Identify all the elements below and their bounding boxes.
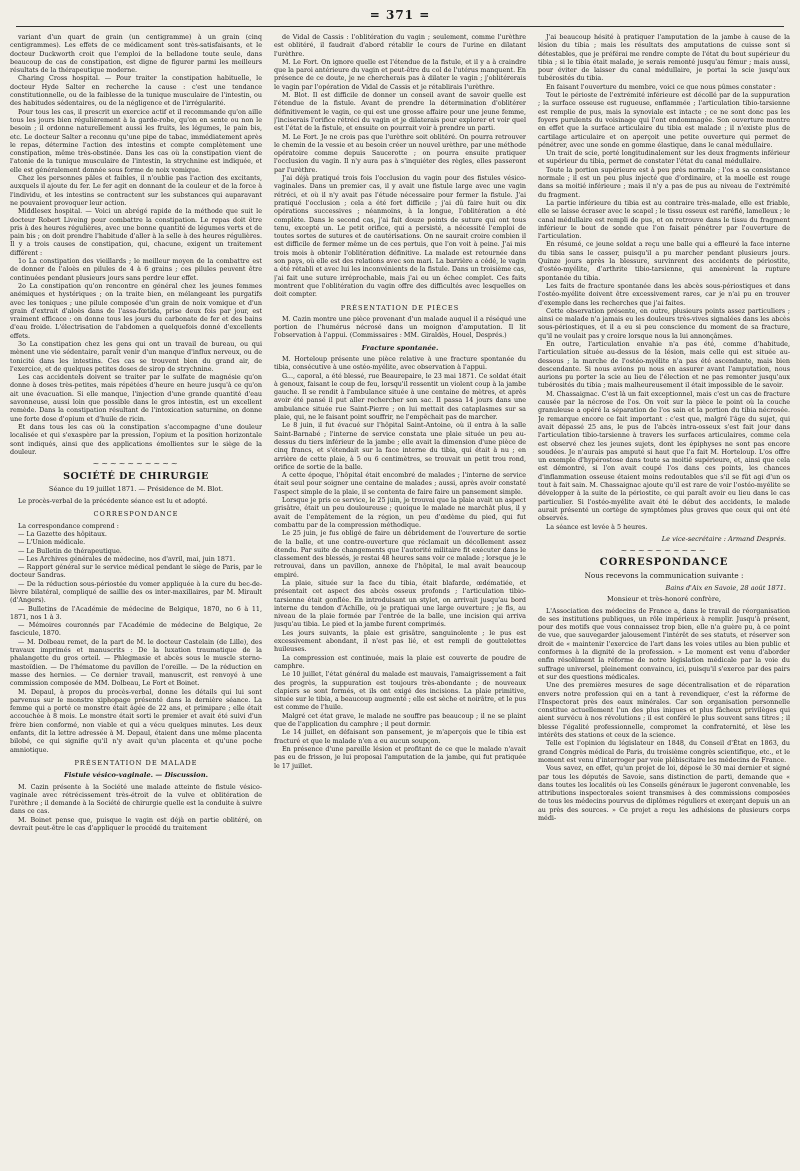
paragraph: M. Blot. Il est difficile de donner un conseil avant de savoir quelle est l'étendue de la fistule. Avant de prendre la détermination d'oblitérer définitivement le vagin, ce qui est une grosse affaire pour une jeune femme, j'inciserais l'orifice rétréci du vagin et je dilaterais pour explorer et voir quel est l'état de la fistule, et ensuite on pourrait voir à prendre un parti. (274, 91, 526, 133)
column-3 (538, 33, 790, 1163)
paragraph: La séance est levée à 5 heures. (546, 522, 648, 531)
ornament-divider: ~~~~~~~~~~ (620, 546, 708, 556)
paragraph: J'ai beaucoup hésité à pratiquer l'amputation de la jambe à cause de la lésion du tibia ; mais les résultats des amputations de cuisse sont si détestables, que je préférai me rendre compte de l'état du bout supérieur du tibia ; si le tibia était malade, je serais remonté jusqu'au fémur ; mais aussi, pour éviter de laisser du canal médullaire, je portai la scie jusqu'aux tubérosités du tibia. (538, 33, 790, 83)
paragraph: En résumé, ce jeune soldat a reçu une balle qui a effleuré la face interne du tibia sans le casser, puisqu'il a pu marcher pendant plusieurs jours. Quinze jours après la blessure, survinrent des accidents de périostite, d'ostéo-myélite, d'arthrite tibio-tarsienne, qui amenèrent la rupture spontanée du tibia. (538, 240, 790, 282)
paragraph: — L'Union médicale. (18, 538, 86, 547)
paragraph: Le 14 juillet, en défaisant son pansement, je m'aperçois que le tibia est fracturé et que le malade n'en a eu aucun soupçon. (274, 728, 526, 745)
correspondence-intro: Nous recevons la communication suivante : (584, 570, 744, 580)
paragraph: Le 25 juin, je fus obligé de faire un débridement de l'ouverture de sortie de la balle, et une contre-ouverture que réclamait un décollement assez étendu. Par suite de changements que l'autorité militaire fit exécuter dans le classement des blessés, je restai 48 heures sans voir ce malade ; lorsque je le retrouvai, dans un pavillon, annexe de l'hôpital, le mal avait beaucoup empiré. (274, 529, 526, 579)
paragraph: Tout le périoste de l'extrémité inférieure est décollé par de la suppuration ; la surface osseuse est rugueuse, enflammée ; l'articulation tibio-tarsienne est remplie de pus, mais la synoviale est intacte ; ce ne sont donc pas les foyers purulents du voisinage qui l'ont endommagée. Son ouverture montre en effet que la surface articulaire du tibia est malade ; il n'existe plus de cartilage articulaire et on aperçoit une petite ouverture qui permet de pénétrer, avec une sonde en gomme élastique, dans le canal médullaire. (538, 91, 790, 149)
paragraph: Cette observation présente, en outre, plusieurs points assez particuliers ; ainsi ce malade n'a jamais eu les douleurs très-vives signalées dans les abcès sous-périostiques, et il a eu si peu conscience du moment de sa fracture, qu'il ne voulait pas y croire lorsque nous la lui annonçâmes. (538, 306, 790, 340)
paragraph: 1o La constipation des vieillards ; le meilleur moyen de la combattre est de donner de l'aloès en pilules de 4 à 6 grains ; ces pilules peuvent être continuées pendant plusieurs jours sans perdre leur effet. (10, 257, 262, 282)
paragraph: La plaie, située sur la face du tibia, était blafarde, œdématiée, et présentait cet aspect des abcès osseux profonds ; l'articulation tibio-tarsienne était gonflée. En introduisant un stylet, on arrivait jusqu'au bord interne du tendon d'Achille, où je pratiquai une large ouverture ; je fis, au niveau de la plaie formée par l'entrée de la balle, une incision qui arriva jusqu'au tibia. Le pied et la jambe furent comprimés. (274, 579, 526, 629)
paragraph: M. Cazin montre une pièce provenant d'un malade auquel il a réséqué une portion de l'humérus nécrosé dans un moignon d'amputation. Il lit l'observation à l'appui. (Commissaires : MM. Giraldès, Houel, Després.) (274, 314, 526, 340)
paragraph: Un trait de scie, porté longitudinalement sur les deux fragments inférieur et supérieur du tibia, permet de constater l'état du canal médullaire. (538, 149, 790, 166)
section-title-correspondence: CORRESPONDANCE (599, 557, 729, 569)
paragraph: En faisant l'ouverture du membre, voici ce que nous pûmes constater : (546, 82, 776, 91)
paragraph: Pour tous les cas, il prescrit un exercice actif et il recommande qu'on aille tous les jours bien régulièrement à la garde-robe, qu'on en sente ou non le besoin ; il ordonne naturellement aussi les fruits, les légumes, le pain bis, etc. Le docteur Salter a reconnu qu'une pipe de tabac, immédiatement après le repas, détermine l'action des intestins et compte complètement une constipation, même très-obstinée. Dans les cas où la constipation vient de l'atonie de la tunique musculaire de l'intestin, la strychnine est indiquée, et elle est généralement donnée sous forme de noix vomique. (10, 107, 262, 174)
paragraph: Le 8 juin, il fut évacué sur l'hôpital Saint-Antoine, où il entra à la salle Saint-Barnabé ; l'interne de service constata une plaie située un peu au-dessus du tiers inférieur de la jambe ; elle avait la dimension d'une pièce de cinq francs, et s'étendait sur la face interne du tibia, qui était à nu ; en arrière de cette plaie, à 5 ou 6 centimètres, se trouvait un petit trou rond, orifice de sortie de la balle. (274, 421, 526, 471)
paragraph: 3o La constipation chez les gens qui ont un travail de bureau, ou qui mènent une vie sédentaire, paraît venir d'un manque d'influx nerveux, ou de tonicité dans les intestins. Ces cas se trouvent bien du grand air, de l'exercice, et de quelques petites doses de sirop de strychnine. (10, 339, 262, 373)
signature: Le vice-secrétaire : Armand Després. (661, 534, 786, 543)
page-number: = 371 = (369, 8, 431, 22)
paragraph: M. Boinet pense que, puisque le vagin est déjà en partie oblitéré, on devrait peut-être le cas d'appliquer le procédé du traitement (10, 815, 262, 833)
letter-salutation: Monsieur et très-honoré confrère, (607, 595, 721, 604)
paragraph: Charing Cross hospital. — Pour traiter la constipation habituelle, le docteur Hyde Salter en recherche la cause : c'est une tendance constitutionnelle, ou de la faiblesse de la tunique musculaire de l'intestin, ou des habitudes sédentaires, ou de la négligence et de l'irrégularité. (10, 74, 262, 108)
paragraph: Malgré cet état grave, le malade ne souffre pas beaucoup ; il ne se plaint que de l'application du camphre ; il peut dormir. (274, 711, 526, 729)
paragraph: de Vidal de Cassis : l'oblitération du vagin ; seulement, comme l'urèthre est oblitéré, il faudrait d'abord rétablir le cours de l'urine en dilatant l'urèthre. (274, 33, 526, 58)
paragraph: Les jours suivants, la plaie est grisâtre, sanguinolente ; le pus est excessivement abondant, il n'est pas lié, et est rempli de gouttelettes huileuses. (274, 628, 526, 654)
paragraph: M. Depaul, à propos du procès-verbal, donne les détails qui lui sont parvenus sur le monstre xiphopage présenté dans la dernière séance. La femme qui a porté ce monstre était âgée de 22 ans, et primipare ; elle était accouchée à 8 mois. Le monstre était sorti le premier et avait été suivi d'un frère bien conformé, non viable et qui a vécu quelques minutes. Les deux enfants, dit la lettre adressée à M. Depaul, étaient dans une même placenta bilobé, ce qui signifie qu'il n'y avait qu'un placenta et qu'une poche amniotique. (10, 687, 262, 754)
column-2 (274, 33, 526, 1163)
paragraph: G..., caporal, a été blessé, rue Beaurepaire, le 23 mai 1871. Ce soldat était à genoux, faisant le coup de feu, lorsqu'il ressentit un violent coup à la jambe gauche. Il se rendit à l'ambulance située à une centaine de mètres, et après avoir été pansé il put aller rechercher son sac. Il passa 14 jours dans une ambulance située rue Saint-Pierre ; on lui mettait des cataplasmes sur sa plaie, qui, ne le faisant point souffrir, ne l'empêchait pas de marcher. (274, 371, 526, 422)
paragraph: Vous savez, en effet, qu'un projet de loi, déposé le 30 mai dernier et signé par tous les députés de Savoie, sans distinction de parti, demande que « dans toutes les localités où les Conseils généraux le jugeront convenable, les attributions inspectorales soient transmises à des commissions composées de tous les médecins pourvus de diplômes réguliers et exerçant depuis un an au près des sources. » Ce projet a reçu les adhésions de plusieurs corps médi- (538, 764, 790, 823)
column-1 (10, 33, 262, 1163)
paragraph: La correspondance comprend : (18, 521, 119, 530)
paragraph: — Rapport général sur le service médical pendant le siège de Paris, par le docteur Sandras. (10, 563, 262, 580)
paragraph: L'Association des médecins de France a, dans le travail de réorganisation de ses institutions publiques, un rôle impérieux à remplir. Jusqu'à présent, pour des motifs que vous connaissez trop bien, elle n'a guère pu, à ce point de vue, que sauvegarder jalousement l'intérêt de ses statuts, et réserver son droit de « maintenir l'exercice de l'art dans les voies utiles au bien public et conformes à la dignité de la profession. » Le moment est venu d'aborder enfin résolûment la réforme de notre législation médicale par la voie du suffrage universel, pleinement convaincu, ici, puisqu'il s'exerce par des pairs et sur des questions médicales. (538, 606, 790, 681)
paragraph: Les faits de fracture spontanée dans les abcès sous-périostiques et dans l'ostéo-myélite doivent être excessivement rares, car je n'ai pu en trouver d'exemple dans les recherches que j'ai faites. (538, 281, 790, 307)
paragraph: Middlesex hospital. — Voici un abrégé rapide de la méthode que suit le docteur Robert Liveing pour combattre la constipation. Le repas doit être pris à des heures régulières, avec une bonne quantité de légumes verts et de pain bis ; on doit prendre l'habitude d'aller à la selle à des heures régulières. Il y a trois causes de constipation, qui, chacune, exigent un traitement différent : (10, 207, 262, 257)
paragraph: variant d'un quart de grain (un centigramme) à un grain (cinq centigrammes). Les effets de ce médicament sont très-satisfaisants, et le docteur Duckworth croit que l'emploi de la belladone toute seule, dans beaucoup de cas de constipation, est digne de figurer parmi les meilleurs résultats de la thérapeutique moderne. (10, 33, 262, 75)
paragraph: — Mémoires couronnés par l'Académie de médecine de Belgique, 2e fascicule, 1870. (10, 621, 262, 638)
paragraph: M. Cazin présente à la Société une malade atteinte de fistule vésico-vaginale avec rétrécissement très-étroit de la vulve et oblitération de l'urèthre ; il demande à la Société de chirurgie quelle est la conduite à suivre dans ce cas. (10, 782, 262, 816)
subheading-fistula: Fistule vésico-vaginale. — Discussion. (63, 771, 209, 780)
paragraph: En présence d'une pareille lésion et profitant de ce que le malade n'avait pas eu de frisson, je lui proposai l'amputation de la jambe, qui fut pratiquée le 17 juillet. (274, 744, 526, 770)
paragraph: M. Le Fort. On ignore quelle est l'étendue de la fistule, et il y a à craindre que la paroi antérieure du vagin et peut-être du col de l'utérus manquent. En présence de ce doute, je ne chercherais pas à dilater le vagin ; j'oblitérerais le vagin par l'opération de Vidal de Cassis et je rétablirais l'urèthre. (274, 57, 526, 91)
paragraph: 2o La constipation qu'on rencontre en général chez les jeunes femmes anémiques et hystériques ; on la traite bien, en mélangeant les purgatifs avec les toniques ; une pilule composée d'un grain de noix vomique et d'un grain d'extrait d'aloès dans de l'assa-fœtida, prise deux fois par jour, est vraiment efficace : on donne tous les jours du carbonate de fer et des bains d'eau froide. L'électrisation de l'abdomen a quelquefois donné d'excellents effets. (10, 281, 262, 340)
subheading-fracture: Fracture spontanée. (361, 343, 439, 352)
paragraph: En outre, l'articulation envahie n'a pas été, comme d'habitude, l'articulation située au-dessus de la lésion, mais celle qui est située au-dessous ; la marche de l'ostéo-myélite n'a pas été ascendante, mais bien descendante. Si nous avions pu nous en assurer avant l'amputation, nous aurions pu porter la scie au lieu de l'élection et ne pas remonter jusqu'aux tubérosités du tibia ; mais malheureusement il était impossible de le savoir. (538, 339, 790, 390)
paragraph: J'ai déjà pratiqué trois fois l'occlusion du vagin pour des fistules vésico-vaginales. Dans un premier cas, il y avait une fistule large avec une vagin rétréci, et où il n'y avait pas l'étude nécessaire pour fermer la fistule. J'ai pratiqué l'occlusion ; cela a été fort difficile ; j'ai dû faire huit ou dix opérations successives ; néanmoins, à la longue, l'oblitération a été complète. Dans le second cas, j'ai fait douze points de suture qui ont tous tenu, excepté un. Le petit orifice, qui a persisté, a nécessité l'emploi de toutes sortes de sutures et de cautérisations. On ne saurait croire combien il est difficile de fermer même un de ces pertuis, que l'on voit à peine. J'ai mis trois mois à obtenir l'oblitération définitive. La malade est retournée dans son pays, où elle est des relations avec son mari. La barrière a cédé, le vagin a été rétabli et avec lui les inconvénients de la fistule. Dans un troisième cas, j'ai fait une suture irréprochable, mais j'ai eu un échec complet. Ces faits montrent que l'oblitération du vagin offre des difficultés avec lesquelles on doit compter. (274, 174, 526, 299)
paragraph: Et dans tous les cas où la constipation s'accompagne d'une douleur localisée et qui s'exaspère par la pression, l'opium et la position horizontale sont indiqués, ainsi que des applications émollientes sur le siège de la douleur. (10, 422, 262, 456)
paragraph: Le procès-verbal de la précédente séance est lu et adopté. (18, 497, 208, 506)
paragraph: — Le Bulletin de thérapeutique. (18, 546, 122, 555)
paragraph: La partie inférieure du tibia est au contraire très-malade, elle est friable, elle se laisse écraser avec le scapel ; le tissu osseux est raréfié, lamelleux ; le canal médullaire est rempli de pus, et on retrouve dans le tissu du fragment inférieur le bout de sonde que l'on faisait pénétrer par l'ouverture de l'articulation. (538, 198, 790, 241)
paragraph: Toute la portion supérieure est à peu près normale ; l'os a sa consistance normale ; il est un peu plus injecté que d'ordinaire, et la moelle est rouge dans sa moitié inférieure ; mais il n'y a pas de pus au niveau de l'extrémité du fragment. (538, 165, 790, 199)
paragraph: M. Horteloup présente une pièce relative à une fracture spontanée du tibia, consécutive à une ostéo-myélite, avec observation à l'appui. (274, 354, 526, 372)
letter-place-date: Bains d'Aix en Savoie, 28 août 1871. (665, 584, 786, 592)
presentation-heading: PRÉSENTATION DE MALADE (74, 758, 198, 767)
paragraph: — La Gazette des hôpitaux. (18, 529, 107, 538)
section-title-society: SOCIÉTÉ DE CHIRURGIE (63, 471, 209, 483)
page-header (16, 4, 784, 27)
paragraph: M. Chassaignac. C'est là un fait exceptionnel, mais c'est un cas de fracture causée par la nécrose de l'os. On voit sur la pièce le point où la couche granuleuse a opéré la séparation de l'os sain et la portion du tibia nécrosée. Je remarque encore ce fait important : c'est que, malgré l'âge du sujet, qui avait dépassé 25 ans, le pus de l'abcès intra-osseux s'est fait jour dans l'articulation tibio-tarsienne à travers les surfaces articulaires, comme cela est observé chez les jeunes sujets, dont les épiphyses ne sont pas encore soudées. Je n'aurais pas amputé si haut que l'a fait M. Horteloup. L'os offre un exemple d'hypérostose dans toute sa moitié supérieure, et, ainsi que cela est démontré, si l'on avait coupé l'os dans ces points, les chances d'inflammation osseuse étaient moins redoutables que s'il se fût agi d'un os tout à fait sain. M. Chassaignac ajoute qu'il est rare de voir l'ostéo-myélite se développer à la suite de la périostite, ce qui paraît avoir eu lieu dans le cas particulier. Si l'ostéo-myélite avait été le début des accidents, le malade aurait présenté un cortège de symptômes plus graves que ceux qui ont été observés. (538, 389, 790, 523)
paragraph: M. Le Fort. Je ne crois pas que l'urèthre soit oblitéré. On pourra retrouver le chemin de la vessie et au besoin créer un nouvel urèthre, par une méthode opératoire comme depuis Saucerotte ; on pourra ensuite pratiquer l'occlusion du vagin. Il n'y aura pas à s'inquiéter des règles, elles passeront par l'urèthre. (274, 132, 526, 174)
session-info: Séance du 19 juillet 1871. — Présidence de M. Blot. (48, 484, 224, 493)
paragraph: Le 10 juillet, l'état général du malade est mauvais, l'amaigrissement a fait des progrès, la suppuration est toujours très-abondante ; de nouveaux clapiers se sont formés, et ils ont exigé des incisions. La plaie primitive, située sur le tibia, a beaucoup augmenté ; elle est sèche et noirâtre, et le pus est comme de l'huile. (274, 670, 526, 712)
ornament-divider: ~~~~~~~~~~ (92, 459, 180, 469)
paragraph: — M. Dolbeau remet, de la part de M. le docteur Castelain (de Lille), des travaux imprimés et manuscrits : De la luxation traumatique de la phalangette du gros orteil. — Phlegmasie et abcès sous le muscle sterno-mastoïdien. — De l'hématome du pavillon de l'oreille. — De la réduction en masse des hernies. — Ce dernier travail, manuscrit, est renvoyé à une commission composée de MM. Dolbeau, Le Fort et Boinet. (10, 637, 262, 688)
columns (10, 33, 790, 1163)
paragraph: — De la réduction sous-périostée du vomer appliquée à la cure du bec-de-lièvre bilatéral, compliqué de saillie des os inter-maxillaires, par M. Mirault (d'Angers). (10, 579, 262, 605)
paragraph: La compression est continuée, mais la plaie est couverte de poudre de camphre. (274, 653, 526, 670)
paragraph: Une des premières mesures de sage décentralisation et de réparation envers notre profession qui en a tant à revendiquer, c'est la réforme de l'Inspectorat près des eaux minérales. Car son organisation personnelle constitue actuellement l'un des plus iniques et plus fâcheux privilèges qui aient survécu à nos révolutions ; il est conféré le plus souvent sans titres ; il blesse l'égalité professionnelle, compromet la confraternité, et lèse les intérêts des stations et ceux de la science. (538, 681, 790, 740)
paragraph: Lorsque je pris ce service, le 25 juin, je trouvai que la plaie avait un aspect grisâtre, était un peu douloureuse ; quoique le malade ne marchât plus, il y avait de l'empâtement de la région, un peu d'œdème du pied, qui fut combattu par de la compression méthodique. (274, 496, 526, 529)
paragraph: Chez les personnes pâles et faibles, il n'oublie pas l'action des excitants, auxquels il ajoute du fer. Le fer agit en donnant de la couleur et de la force à l'individu, et les intestins se contractent sur les substances qui auparavant ne pouvaient provoquer leur action. (10, 174, 262, 207)
correspondence-heading: CORRESPONDANCE (93, 510, 179, 519)
presentation-pieces-heading: PRÉSENTATION DE PIÈCES (340, 303, 460, 312)
paragraph: Telle est l'opinion du législateur en 1848, du Conseil d'État en 1863, du grand Congrès médical de Paris, du troisième congrès scientifique, etc., et le moment est venu d'interroger par voie plébiscitaire les médecins de France. (538, 739, 790, 764)
paragraph: — Bulletins de l'Académie de médecine de Belgique, 1870, no 6 à 11, 1871, nos 1 à 3. (10, 604, 262, 621)
paragraph: Les cas accidentels doivent se traiter par le sulfate de magnésie qu'on donne à doses très-petites, mais répétées d'heure en heure jusqu'à ce qu'on ait une évacuation. Si elle manque, l'injection d'une grande quantité d'eau savonneuse, aussi loin que possible dans le gros intestin, est un excellent remède. Dans la constipation résultant de l'intoxication saturnine, on donne une forte dose d'opium et d'huile de ricin. (10, 373, 262, 423)
paragraph: — Les Archives générales de médecine, nos d'avril, mai, juin 1871. (18, 554, 236, 563)
paragraph: A cette époque, l'hôpital était encombré de malades ; l'interne de service était seul pour soigner une centaine de malades ; aussi, après avoir constaté l'aspect simple de la plaie, il se contenta de faire faire un pansement simple. (274, 471, 526, 496)
